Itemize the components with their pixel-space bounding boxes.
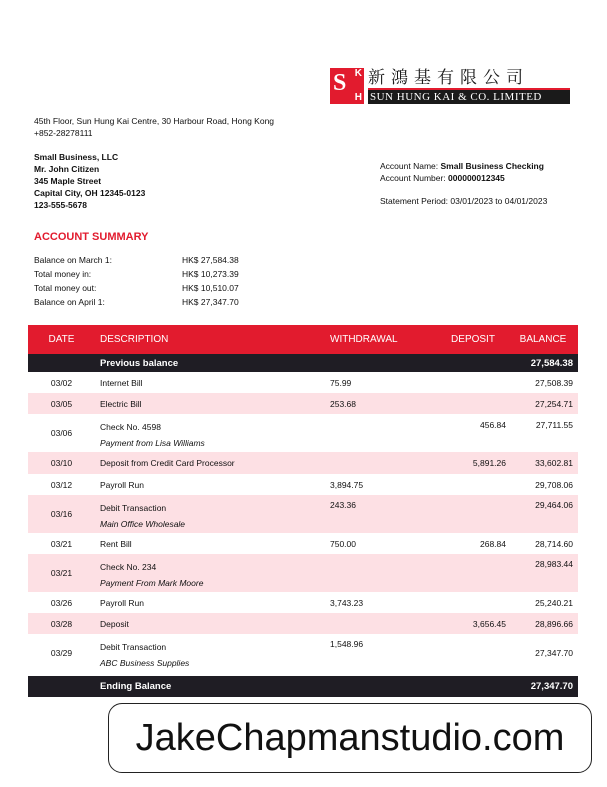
- table-row: [28, 372, 578, 393]
- row-withdrawal: [328, 554, 438, 592]
- row-date: 03/16: [50, 509, 73, 519]
- summary-row: [34, 283, 239, 297]
- table-header: [28, 325, 578, 354]
- account-summary-title: ACCOUNT SUMMARY: [34, 231, 149, 243]
- row-balance: 27,711.55: [535, 420, 573, 430]
- row-withdrawal: [328, 414, 438, 452]
- row-date: 03/26: [50, 597, 73, 608]
- row-sub-description: Payment from Lisa Williams: [100, 438, 205, 448]
- client-company: Small Business, LLC: [34, 152, 119, 162]
- account-info: [380, 160, 544, 184]
- summary-row: [34, 297, 239, 311]
- account-name-label: Account Name:: [380, 161, 441, 171]
- row-description: Rent Bill: [100, 538, 132, 549]
- row-withdrawal: 75.99: [330, 377, 352, 388]
- ending-balance-label: Ending Balance: [100, 681, 172, 692]
- summary-label: Total money in:: [34, 269, 92, 279]
- bank-address-line1: 45th Floor, Sun Hung Kai Centre, 30 Harbour Road, Hong Kong: [34, 116, 275, 126]
- row-balance: 27,508.39: [535, 377, 573, 388]
- row-date: 03/05: [50, 398, 73, 409]
- table-row: [28, 554, 578, 592]
- summary-value: HK$ 27,584.38: [182, 255, 239, 265]
- account-summary: [34, 255, 239, 311]
- logo-mark-h: H: [354, 92, 362, 103]
- table-row: [28, 393, 578, 414]
- header-description: DESCRIPTION: [100, 334, 169, 345]
- account-number-value: 000000012345: [448, 173, 505, 183]
- ending-balance-row: [28, 676, 578, 697]
- table-row: [28, 474, 578, 495]
- previous-balance-label: Previous balance: [100, 357, 179, 369]
- row-deposit: 3,656.45: [472, 618, 506, 629]
- row-balance: 28,983.44: [535, 559, 573, 569]
- table-row: [28, 414, 578, 452]
- row-deposit: 268.84: [480, 538, 506, 549]
- summary-label: Balance on April 1:: [34, 297, 105, 307]
- row-deposit: 5,891.26: [472, 458, 506, 468]
- account-number-label: Account Number:: [380, 173, 449, 183]
- client-city: Capital City, OH 12345-0123: [34, 188, 146, 198]
- row-description: Payroll Run: [100, 597, 144, 608]
- statement-period: Statement Period: 03/01/2023 to 04/01/2023: [380, 196, 548, 206]
- summary-value: HK$ 10,273.39: [182, 269, 239, 279]
- logo-english-name: SUN HUNG KAI & CO. LIMITED: [368, 90, 570, 104]
- row-description: Internet Bill: [100, 377, 143, 388]
- transactions-table: [28, 325, 578, 697]
- table-row: [28, 613, 578, 634]
- row-date: 03/12: [50, 479, 73, 490]
- table-row: [28, 452, 578, 474]
- ending-balance-value: 27,347.70: [530, 681, 573, 692]
- row-deposit: 456.84: [480, 420, 506, 430]
- row-withdrawal: 3,894.75: [330, 479, 364, 490]
- row-balance: 29,464.06: [535, 500, 573, 510]
- row-date: 03/21: [50, 568, 73, 578]
- row-withdrawal: 253.68: [330, 398, 356, 409]
- logo-mark-k: K: [354, 68, 362, 79]
- summary-row: [34, 255, 239, 269]
- row-balance: 27,347.70: [535, 648, 573, 658]
- logo-mark-s: S: [333, 70, 347, 96]
- logo-text: [364, 68, 570, 104]
- summary-value: HK$ 27,347.70: [182, 297, 239, 307]
- row-balance: 33,602.81: [535, 458, 573, 468]
- row-date: 03/29: [50, 648, 73, 658]
- row-withdrawal: 3,743.23: [330, 597, 364, 608]
- client-address: [34, 151, 145, 211]
- row-deposit: [438, 554, 506, 592]
- table-row: [28, 533, 578, 554]
- account-name-value: Small Business Checking: [440, 161, 544, 171]
- summary-label: Balance on March 1:: [34, 255, 112, 265]
- row-deposit: [438, 634, 506, 675]
- row-balance: 27,254.71: [535, 398, 573, 409]
- row-sub-description: Main Office Wholesale: [100, 519, 186, 529]
- row-description: Debit Transaction: [100, 642, 167, 652]
- header-balance: BALANCE: [519, 334, 567, 345]
- watermark-banner: JakeChapmanstudio.com: [108, 703, 592, 773]
- row-date: 03/21: [50, 538, 73, 549]
- client-name: Mr. John Citizen: [34, 164, 100, 174]
- logo-chinese-name: 新鴻基有限公司: [368, 68, 570, 90]
- row-date: 03/28: [50, 618, 73, 629]
- row-sub-description: Payment From Mark Moore: [100, 578, 204, 588]
- bank-phone: +852-28278111: [34, 128, 93, 138]
- client-phone: 123-555-5678: [34, 200, 87, 210]
- row-description: Deposit: [100, 618, 129, 629]
- row-sub-description: ABC Business Supplies: [100, 658, 190, 668]
- row-balance: 28,714.60: [535, 538, 573, 549]
- bank-logo: [330, 68, 570, 104]
- row-description: Electric Bill: [100, 398, 142, 409]
- row-balance: 28,896.66: [535, 618, 573, 629]
- previous-balance-row: [28, 354, 578, 372]
- summary-label: Total money out:: [34, 283, 97, 293]
- row-description: Debit Transaction: [100, 503, 167, 513]
- previous-balance-value: 27,584.38: [530, 357, 573, 369]
- row-date: 03/10: [50, 458, 73, 468]
- row-description: Check No. 234: [100, 562, 157, 572]
- row-balance: 29,708.06: [535, 479, 573, 490]
- row-withdrawal: 750.00: [330, 538, 356, 549]
- bank-address: [34, 115, 274, 139]
- logo-mark: [330, 68, 364, 104]
- row-description: Deposit from Credit Card Processor: [100, 458, 235, 468]
- row-deposit: [438, 495, 506, 533]
- row-date: 03/02: [50, 377, 73, 388]
- row-balance: 25,240.21: [535, 597, 573, 608]
- header-withdrawal: WITHDRAWAL: [330, 334, 398, 345]
- client-street: 345 Maple Street: [34, 176, 102, 186]
- summary-value: HK$ 10,510.07: [182, 283, 239, 293]
- header-date: DATE: [48, 334, 75, 345]
- table-row: [28, 592, 578, 613]
- row-date: 03/06: [50, 428, 73, 438]
- row-description: Payroll Run: [100, 479, 144, 490]
- table-row: [28, 634, 578, 675]
- row-withdrawal: 243.36: [330, 500, 356, 510]
- header-deposit: DEPOSIT: [451, 334, 495, 345]
- row-description: Check No. 4598: [100, 422, 161, 432]
- summary-row: [34, 269, 239, 283]
- row-withdrawal: 1,548.96: [330, 639, 364, 649]
- table-row: [28, 495, 578, 533]
